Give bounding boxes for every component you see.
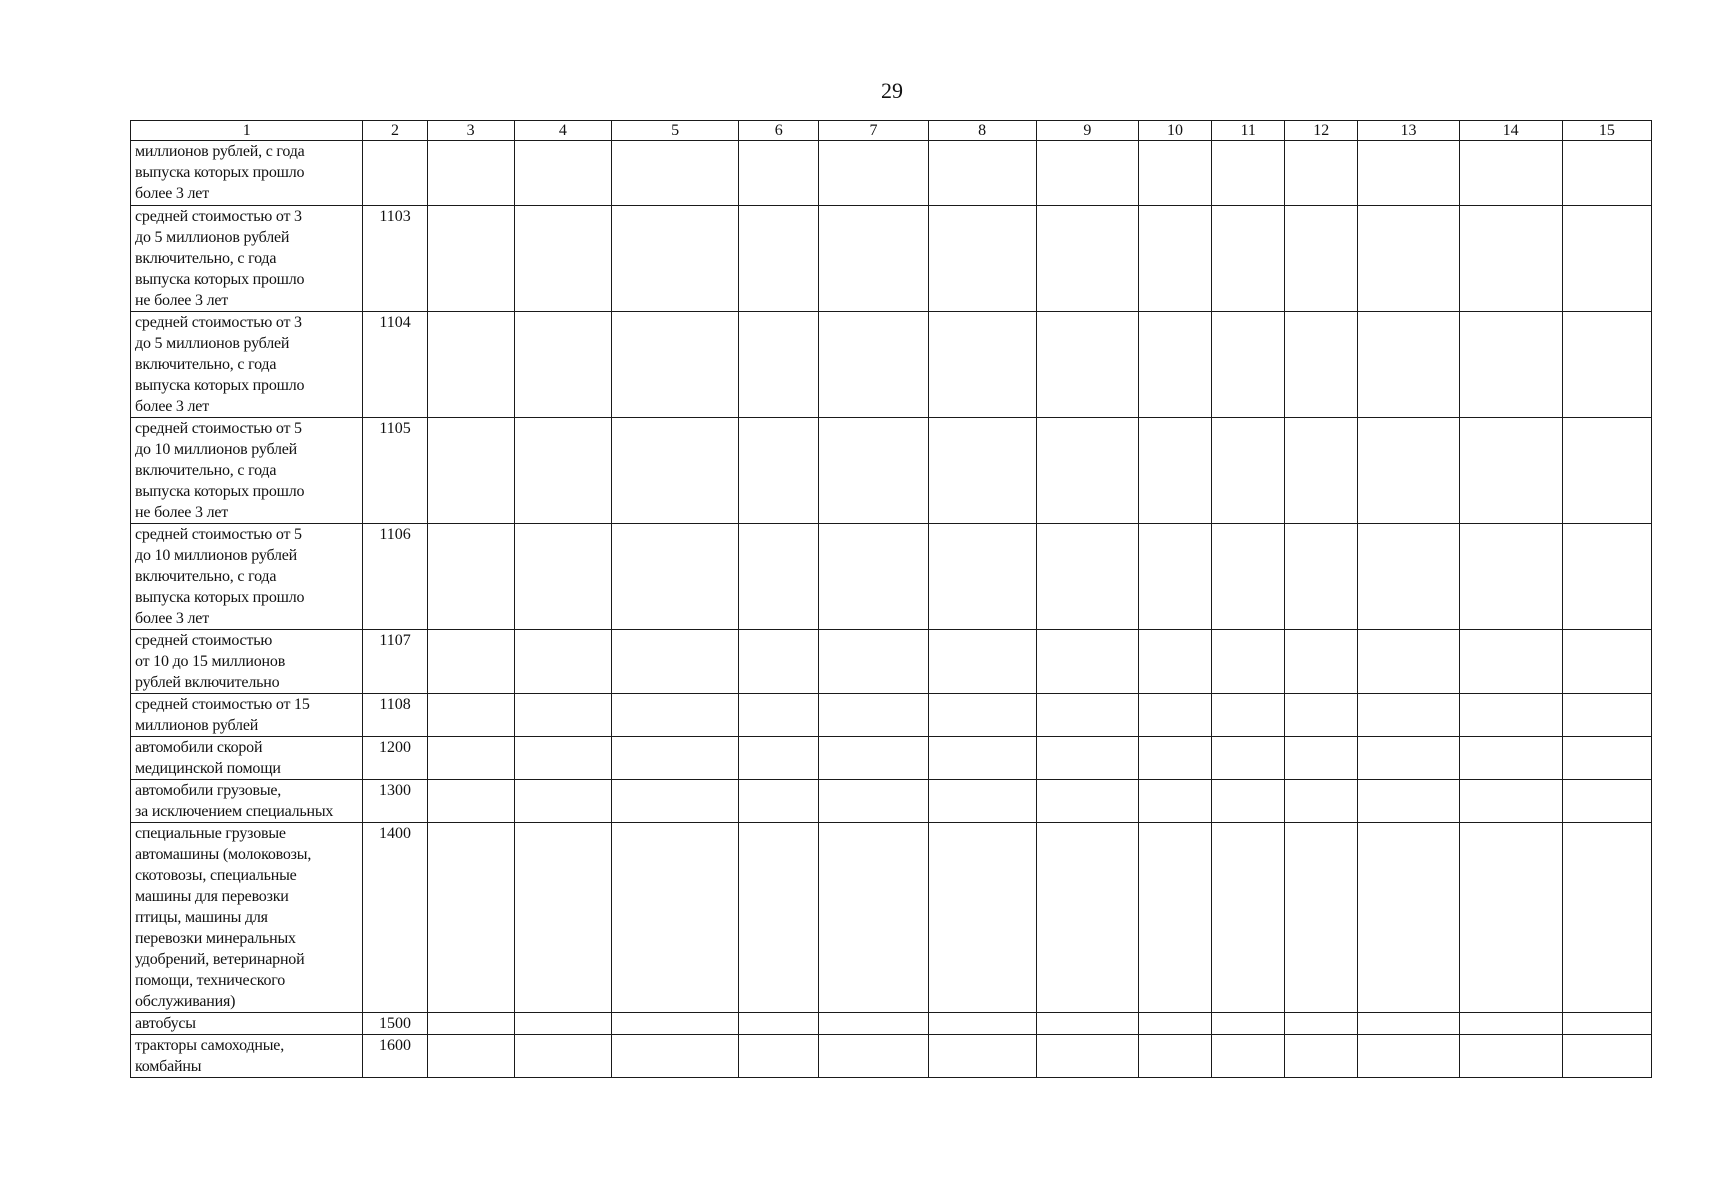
empty-cell	[819, 141, 928, 206]
row-label-line: перевозки минеральных	[135, 930, 296, 947]
row-label-line: выпуска которых прошло	[135, 589, 305, 606]
empty-cell	[819, 418, 928, 524]
empty-cell	[1459, 780, 1562, 823]
row-code: 1500	[363, 1013, 427, 1035]
table-row	[131, 1035, 1652, 1078]
empty-cell	[611, 524, 738, 630]
row-label	[131, 823, 363, 1013]
empty-cell	[1459, 823, 1562, 1013]
empty-cell	[1459, 1013, 1562, 1035]
empty-cell	[1036, 630, 1138, 694]
empty-cell	[739, 206, 819, 312]
empty-cell	[514, 694, 611, 737]
table-row	[131, 823, 1652, 1013]
empty-cell	[739, 780, 819, 823]
empty-cell	[611, 630, 738, 694]
empty-cell	[1562, 312, 1651, 418]
table-row	[131, 630, 1652, 694]
empty-cell	[514, 141, 611, 206]
empty-cell	[1036, 780, 1138, 823]
empty-cell	[1285, 524, 1358, 630]
row-label-line: более 3 лет	[135, 610, 209, 627]
empty-cell	[1036, 1013, 1138, 1035]
empty-cell	[1562, 524, 1651, 630]
empty-cell	[1285, 206, 1358, 312]
row-label-line: средней стоимостью от 3	[135, 208, 302, 225]
empty-cell	[427, 1035, 514, 1078]
empty-cell	[1562, 418, 1651, 524]
empty-cell	[1285, 780, 1358, 823]
header-cell: 12	[1285, 121, 1358, 141]
empty-cell	[819, 206, 928, 312]
row-label-line: выпуска которых прошло	[135, 377, 305, 394]
row-label-line: автобусы	[135, 1015, 196, 1032]
empty-cell	[819, 630, 928, 694]
row-label-line: выпуска которых прошло	[135, 271, 305, 288]
row-label	[131, 737, 363, 780]
empty-cell	[1285, 312, 1358, 418]
header-cell: 1	[131, 121, 363, 141]
empty-cell	[514, 1035, 611, 1078]
empty-cell	[1358, 1035, 1459, 1078]
empty-cell	[1358, 312, 1459, 418]
empty-cell	[1138, 823, 1211, 1013]
row-code: 1106	[363, 524, 427, 630]
empty-cell	[1285, 737, 1358, 780]
header-cell: 7	[819, 121, 928, 141]
row-label-line: более 3 лет	[135, 398, 209, 415]
empty-cell	[1212, 1035, 1285, 1078]
empty-cell	[611, 141, 738, 206]
empty-cell	[611, 418, 738, 524]
empty-cell	[1285, 141, 1358, 206]
table-row	[131, 206, 1652, 312]
empty-cell	[1358, 823, 1459, 1013]
row-label	[131, 630, 363, 694]
row-label-line: тракторы самоходные,	[135, 1037, 284, 1054]
header-cell: 8	[928, 121, 1036, 141]
empty-cell	[1138, 141, 1211, 206]
empty-cell	[1138, 780, 1211, 823]
row-label	[131, 1013, 363, 1035]
empty-cell	[1285, 694, 1358, 737]
empty-cell	[1036, 1035, 1138, 1078]
empty-cell	[514, 1013, 611, 1035]
empty-cell	[1459, 312, 1562, 418]
row-code: 1105	[363, 418, 427, 524]
header-cell: 9	[1036, 121, 1138, 141]
empty-cell	[1212, 630, 1285, 694]
empty-cell	[514, 780, 611, 823]
header-cell: 2	[363, 121, 427, 141]
row-label-line: не более 3 лет	[135, 504, 229, 521]
empty-cell	[1138, 1035, 1211, 1078]
empty-cell	[1036, 312, 1138, 418]
empty-cell	[739, 694, 819, 737]
row-code: 1200	[363, 737, 427, 780]
empty-cell	[1212, 780, 1285, 823]
empty-cell	[1562, 780, 1651, 823]
row-label-line: до 10 миллионов рублей	[135, 547, 298, 564]
row-label	[131, 524, 363, 630]
empty-cell	[819, 1013, 928, 1035]
row-label-line: помощи, технического	[135, 972, 286, 989]
empty-cell	[1036, 823, 1138, 1013]
empty-cell	[427, 737, 514, 780]
empty-cell	[1459, 418, 1562, 524]
empty-cell	[1212, 823, 1285, 1013]
empty-cell	[427, 823, 514, 1013]
empty-cell	[1138, 418, 1211, 524]
empty-cell	[427, 694, 514, 737]
empty-cell	[514, 206, 611, 312]
row-label-line: автомашины (молоковозы,	[135, 846, 312, 863]
row-label-line: удобрений, ветеринарной	[135, 951, 305, 968]
empty-cell	[1285, 630, 1358, 694]
empty-cell	[1036, 694, 1138, 737]
empty-cell	[1459, 694, 1562, 737]
empty-cell	[1138, 206, 1211, 312]
empty-cell	[819, 1035, 928, 1078]
row-label-line: до 10 миллионов рублей	[135, 441, 298, 458]
empty-cell	[1459, 737, 1562, 780]
empty-cell	[928, 1035, 1036, 1078]
row-label-line: обслуживания)	[135, 993, 236, 1010]
empty-cell	[427, 524, 514, 630]
empty-cell	[1562, 141, 1651, 206]
row-label-line: средней стоимостью от 5	[135, 420, 302, 437]
empty-cell	[739, 1035, 819, 1078]
empty-cell	[1358, 418, 1459, 524]
empty-cell	[1138, 694, 1211, 737]
empty-cell	[1212, 141, 1285, 206]
table-row	[131, 737, 1652, 780]
empty-cell	[928, 694, 1036, 737]
empty-cell	[819, 823, 928, 1013]
empty-cell	[1358, 694, 1459, 737]
empty-cell	[611, 823, 738, 1013]
row-label-line: машины для перевозки	[135, 888, 289, 905]
empty-cell	[739, 141, 819, 206]
row-code: 1108	[363, 694, 427, 737]
empty-cell	[427, 780, 514, 823]
empty-cell	[611, 1035, 738, 1078]
row-code: 1104	[363, 312, 427, 418]
header-cell: 6	[739, 121, 819, 141]
row-label-line: не более 3 лет	[135, 292, 229, 309]
empty-cell	[514, 823, 611, 1013]
empty-cell	[928, 524, 1036, 630]
row-label-line: до 5 миллионов рублей	[135, 229, 290, 246]
empty-cell	[1138, 524, 1211, 630]
row-label-line: комбайны	[135, 1058, 202, 1075]
empty-cell	[1562, 823, 1651, 1013]
empty-cell	[928, 780, 1036, 823]
row-label-line: за исключением специальных	[135, 803, 334, 820]
empty-cell	[1459, 1035, 1562, 1078]
empty-cell	[1358, 206, 1459, 312]
empty-cell	[1212, 737, 1285, 780]
empty-cell	[514, 418, 611, 524]
empty-cell	[514, 312, 611, 418]
row-label-line: специальные грузовые	[135, 825, 286, 842]
row-code: 1107	[363, 630, 427, 694]
header-cell: 14	[1459, 121, 1562, 141]
report-table	[130, 120, 1652, 1078]
row-code	[363, 141, 427, 206]
empty-cell	[1285, 823, 1358, 1013]
row-label-line: автомобили грузовые,	[135, 782, 282, 799]
table-row	[131, 1013, 1652, 1035]
row-label-line: более 3 лет	[135, 185, 209, 202]
table-row	[131, 141, 1652, 206]
row-label-line: включительно, с года	[135, 250, 277, 267]
table-row	[131, 418, 1652, 524]
empty-cell	[1212, 524, 1285, 630]
empty-cell	[1036, 737, 1138, 780]
page-number: 29	[881, 78, 903, 103]
row-label-line: миллионов рублей	[135, 717, 259, 734]
empty-cell	[819, 524, 928, 630]
row-label-line: рублей включительно	[135, 674, 280, 691]
empty-cell	[427, 206, 514, 312]
row-label-line: автомобили скорой	[135, 739, 263, 756]
empty-cell	[427, 141, 514, 206]
header-cell: 13	[1358, 121, 1459, 141]
table-row	[131, 312, 1652, 418]
empty-cell	[1358, 141, 1459, 206]
empty-cell	[1036, 524, 1138, 630]
header-row	[131, 121, 1652, 141]
empty-cell	[928, 312, 1036, 418]
empty-cell	[427, 418, 514, 524]
empty-cell	[514, 737, 611, 780]
row-label	[131, 694, 363, 737]
empty-cell	[1036, 141, 1138, 206]
empty-cell	[1138, 630, 1211, 694]
empty-cell	[1358, 1013, 1459, 1035]
row-label-line: средней стоимостью от 3	[135, 314, 302, 331]
empty-cell	[928, 418, 1036, 524]
empty-cell	[1562, 206, 1651, 312]
table-row	[131, 524, 1652, 630]
row-label-line: от 10 до 15 миллионов	[135, 653, 286, 670]
empty-cell	[1212, 694, 1285, 737]
empty-cell	[1212, 418, 1285, 524]
empty-cell	[739, 737, 819, 780]
empty-cell	[739, 524, 819, 630]
header-cell: 15	[1562, 121, 1651, 141]
empty-cell	[514, 524, 611, 630]
empty-cell	[1285, 1035, 1358, 1078]
row-label	[131, 141, 363, 206]
empty-cell	[928, 206, 1036, 312]
empty-cell	[739, 312, 819, 418]
empty-cell	[739, 418, 819, 524]
empty-cell	[1138, 312, 1211, 418]
row-label-line: миллионов рублей, с года	[135, 143, 305, 160]
empty-cell	[1562, 630, 1651, 694]
row-code: 1400	[363, 823, 427, 1013]
header-cell: 5	[611, 121, 738, 141]
empty-cell	[1562, 1013, 1651, 1035]
table-row	[131, 780, 1652, 823]
empty-cell	[611, 737, 738, 780]
row-label-line: медицинской помощи	[135, 760, 281, 777]
empty-cell	[1285, 418, 1358, 524]
row-label-line: включительно, с года	[135, 356, 277, 373]
empty-cell	[514, 630, 611, 694]
empty-cell	[1358, 524, 1459, 630]
empty-cell	[739, 630, 819, 694]
empty-cell	[739, 1013, 819, 1035]
row-code: 1103	[363, 206, 427, 312]
row-label-line: включительно, с года	[135, 462, 277, 479]
empty-cell	[611, 694, 738, 737]
empty-cell	[1358, 630, 1459, 694]
empty-cell	[1459, 630, 1562, 694]
row-label	[131, 418, 363, 524]
empty-cell	[928, 141, 1036, 206]
row-label-line: скотовозы, специальные	[135, 867, 297, 884]
empty-cell	[1562, 694, 1651, 737]
header-cell: 4	[514, 121, 611, 141]
header-cell: 10	[1138, 121, 1211, 141]
empty-cell	[739, 823, 819, 1013]
row-code: 1300	[363, 780, 427, 823]
row-label-line: включительно, с года	[135, 568, 277, 585]
empty-cell	[819, 780, 928, 823]
empty-cell	[1212, 206, 1285, 312]
empty-cell	[611, 312, 738, 418]
empty-cell	[1358, 737, 1459, 780]
empty-cell	[427, 630, 514, 694]
empty-cell	[1036, 206, 1138, 312]
header-cell: 11	[1212, 121, 1285, 141]
empty-cell	[819, 737, 928, 780]
row-label-line: выпуска которых прошло	[135, 164, 305, 181]
table-body	[131, 121, 1652, 1078]
row-label	[131, 206, 363, 312]
row-label-line: птицы, машины для	[135, 909, 268, 926]
empty-cell	[427, 1013, 514, 1035]
empty-cell	[1138, 737, 1211, 780]
row-label	[131, 780, 363, 823]
empty-cell	[1036, 418, 1138, 524]
empty-cell	[819, 312, 928, 418]
empty-cell	[1562, 1035, 1651, 1078]
empty-cell	[611, 1013, 738, 1035]
empty-cell	[1212, 1013, 1285, 1035]
table-row	[131, 694, 1652, 737]
empty-cell	[611, 206, 738, 312]
empty-cell	[1138, 1013, 1211, 1035]
row-label-line: выпуска которых прошло	[135, 483, 305, 500]
row-label	[131, 1035, 363, 1078]
empty-cell	[1459, 524, 1562, 630]
empty-cell	[1459, 141, 1562, 206]
empty-cell	[1562, 737, 1651, 780]
empty-cell	[1358, 780, 1459, 823]
header-cell: 3	[427, 121, 514, 141]
empty-cell	[928, 630, 1036, 694]
empty-cell	[928, 737, 1036, 780]
row-label-line: до 5 миллионов рублей	[135, 335, 290, 352]
empty-cell	[1459, 206, 1562, 312]
empty-cell	[928, 823, 1036, 1013]
row-label	[131, 312, 363, 418]
row-label-line: средней стоимостью от 15	[135, 696, 310, 713]
empty-cell	[928, 1013, 1036, 1035]
row-label-line: средней стоимостью	[135, 632, 273, 649]
empty-cell	[1212, 312, 1285, 418]
empty-cell	[611, 780, 738, 823]
row-label-line: средней стоимостью от 5	[135, 526, 302, 543]
row-code: 1600	[363, 1035, 427, 1078]
empty-cell	[819, 694, 928, 737]
empty-cell	[1285, 1013, 1358, 1035]
empty-cell	[427, 312, 514, 418]
